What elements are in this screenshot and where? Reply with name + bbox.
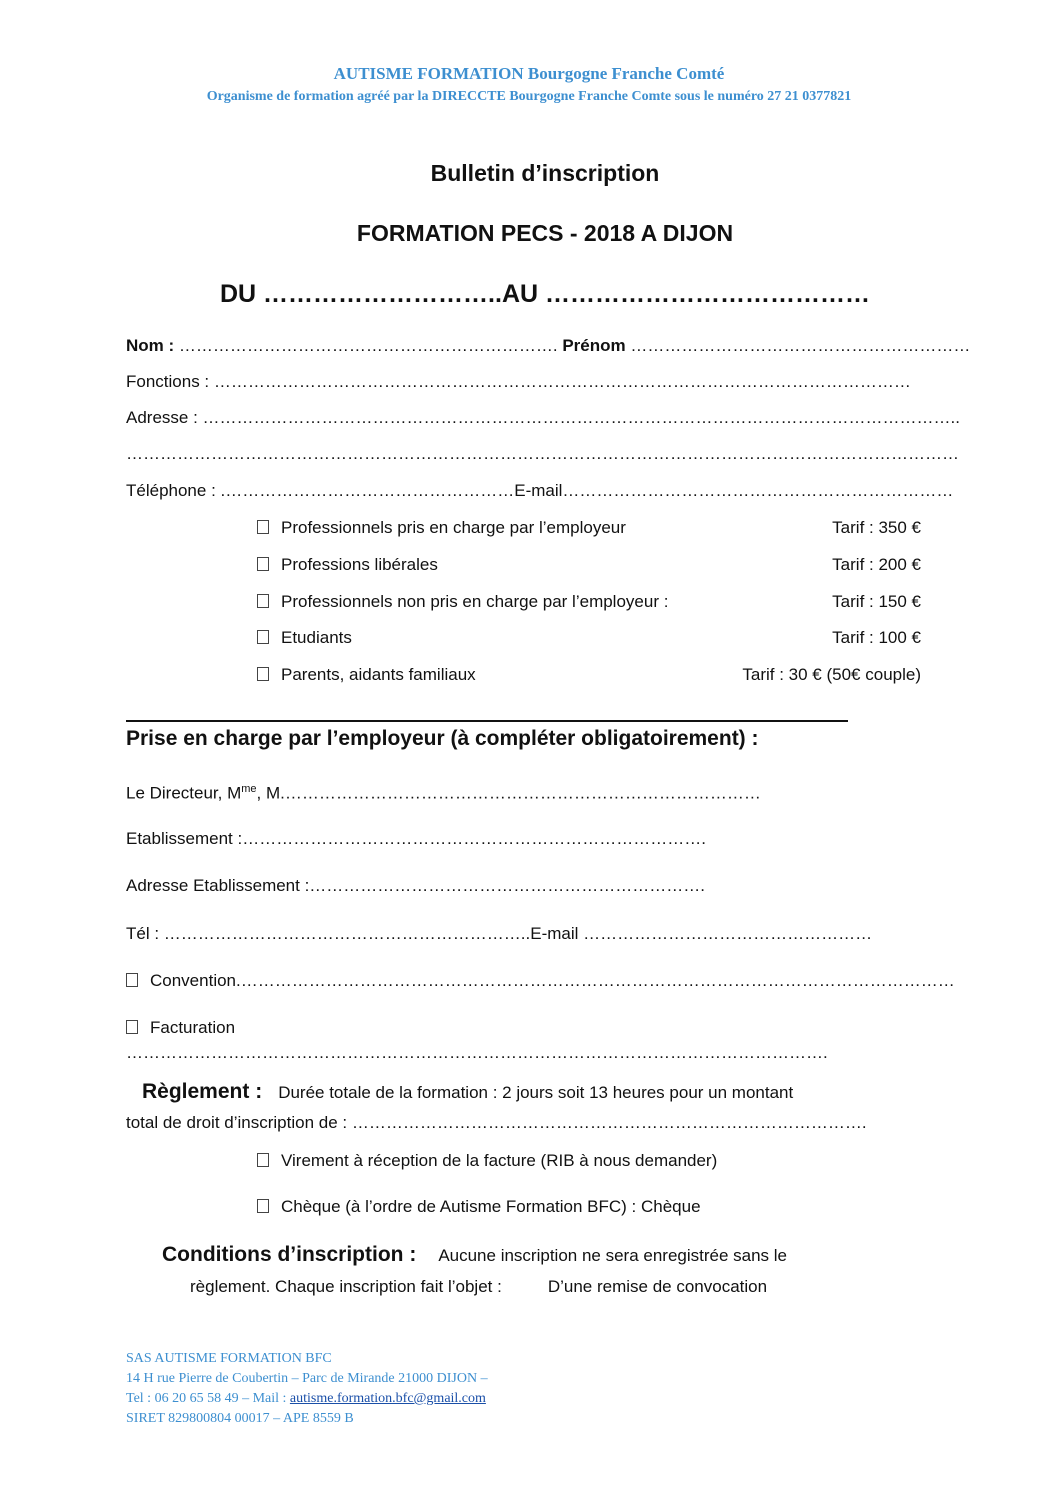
adresse-field-line2[interactable]: …………………………………………………………………………………………………………………………………	[126, 444, 959, 463]
employer-heading: Prise en charge par l’employeur (à compléter obligatoirement) :	[126, 727, 759, 750]
conditions-line	[162, 1243, 787, 1267]
option-not-employer-paid[interactable]	[257, 592, 668, 612]
virement-option[interactable]	[257, 1151, 717, 1171]
nom-dots: ………………………………………………………….	[174, 336, 563, 355]
adresse-etablissement-field[interactable]: Adresse Etablissement :…………………………………………………………….	[126, 876, 706, 895]
checkbox-icon[interactable]	[126, 973, 138, 987]
formation-title: FORMATION PECS - 2018 A DIJON	[356, 220, 734, 246]
footer-siret: SIRET 829800804 00017 – APE 8559 B	[126, 1411, 354, 1426]
checkbox-icon[interactable]	[257, 594, 269, 608]
facturation-dots[interactable]: …………………………………………………………………………………………………………….	[126, 1043, 828, 1062]
conditions-text: Aucune inscription ne sera enregistrée sans le	[438, 1246, 788, 1265]
option-label: Etudiants	[281, 628, 352, 647]
tarif-liberal: Tarif : 200 €	[832, 555, 921, 574]
option-parents[interactable]	[257, 665, 476, 685]
checkbox-icon[interactable]	[257, 667, 269, 681]
tel-email-field[interactable]: Tél : ………………………………………………………..E-mail ……………………………………………	[126, 924, 873, 943]
organization-title: AUTISME FORMATION Bourgogne Franche Comté	[333, 64, 725, 83]
virement-label: Virement à réception de la facture (RIB à nous demander)	[281, 1151, 718, 1170]
checkbox-icon[interactable]	[257, 557, 269, 571]
organization-agreement: Organisme de formation agréé par la DIRECCTE Bourgogne Franche Comte sous le numéro 27 21 0377821	[206, 89, 852, 104]
directeur-prefix: Le Directeur, M	[126, 783, 242, 803]
prenom-label: Prénom	[562, 336, 626, 355]
reglement-label: Règlement :	[142, 1080, 263, 1103]
tarif-employer-paid: Tarif : 350 €	[832, 518, 921, 537]
option-liberal[interactable]	[257, 555, 438, 575]
option-label: Professionnels non pris en charge par l’employeur :	[281, 592, 669, 611]
tarif-not-employer-paid: Tarif : 150 €	[832, 592, 921, 611]
email-link[interactable]: autisme.formation.bfc@gmail.com	[289, 1391, 486, 1406]
facturation-label: Facturation	[150, 1018, 236, 1037]
option-label: Professionnels pris en charge par l’employeur	[281, 518, 626, 537]
adresse-field[interactable]: Adresse : ……………………………………………………………………………………………………………………..	[126, 408, 960, 427]
checkbox-icon[interactable]	[257, 520, 269, 534]
cheque-option[interactable]	[257, 1197, 701, 1217]
page-title: Bulletin d’inscription	[430, 160, 660, 186]
option-students[interactable]	[257, 628, 352, 648]
checkbox-icon[interactable]	[257, 630, 269, 644]
option-employer-paid[interactable]	[257, 518, 626, 538]
telephone-email-field[interactable]: Téléphone : .……………………………………………E-mail……………………………………………………………	[126, 481, 954, 500]
directeur-field[interactable]	[126, 783, 761, 804]
reglement-text: Durée totale de la formation : 2 jours soit 13 heures pour un montant	[278, 1083, 794, 1102]
reglement-line	[142, 1080, 793, 1104]
conditions-text2a: règlement. Chaque inscription fait l’objet :	[190, 1277, 502, 1296]
nom-prenom-field[interactable]	[126, 336, 970, 356]
footer-company: SAS AUTISME FORMATION BFC	[126, 1351, 332, 1366]
checkbox-icon[interactable]	[257, 1199, 269, 1213]
etablissement-field[interactable]: Etablissement :……………………………………………………………………….	[126, 829, 706, 848]
facturation-option[interactable]	[126, 1018, 235, 1038]
option-label: Professions libérales	[281, 555, 438, 574]
checkbox-icon[interactable]	[126, 1020, 138, 1034]
convention-option[interactable]	[126, 971, 955, 991]
checkbox-icon[interactable]	[257, 1153, 269, 1167]
footer-contact	[126, 1391, 486, 1407]
convention-label: Convention.………………………………………………………………………………………………………………	[150, 971, 955, 990]
reglement-amount-field[interactable]: total de droit d’inscription de : ……………………………………………………………………………….	[126, 1113, 867, 1132]
conditions-label: Conditions d’inscription :	[162, 1243, 417, 1266]
footer-address: 14 H rue Pierre de Coubertin – Parc de Mirande 21000 DIJON –	[126, 1371, 488, 1386]
fonctions-field[interactable]: Fonctions : ……………………………………………………………………………………………………………	[126, 372, 911, 391]
option-label: Parents, aidants familiaux	[281, 665, 476, 684]
directeur-suffix: , M.…………………………………………………………………………	[256, 783, 761, 803]
conditions-line2	[190, 1277, 767, 1297]
cheque-label: Chèque (à l’ordre de Autisme Formation BFC) : Chèque	[281, 1197, 701, 1216]
dates-line: DU ………………………..AU …………………………………	[220, 280, 870, 308]
prenom-dots: ……………………………………………………	[625, 336, 971, 355]
section-divider	[126, 720, 848, 722]
tarif-parents: Tarif : 30 € (50€ couple)	[742, 665, 921, 684]
footer-phone: Tel : 06 20 65 58 49 – Mail :	[126, 1391, 290, 1406]
tarif-students: Tarif : 100 €	[832, 628, 921, 647]
conditions-text2b: D’une remise de convocation	[547, 1277, 768, 1296]
directeur-sup: me	[241, 783, 257, 795]
nom-label: Nom :	[126, 336, 175, 355]
